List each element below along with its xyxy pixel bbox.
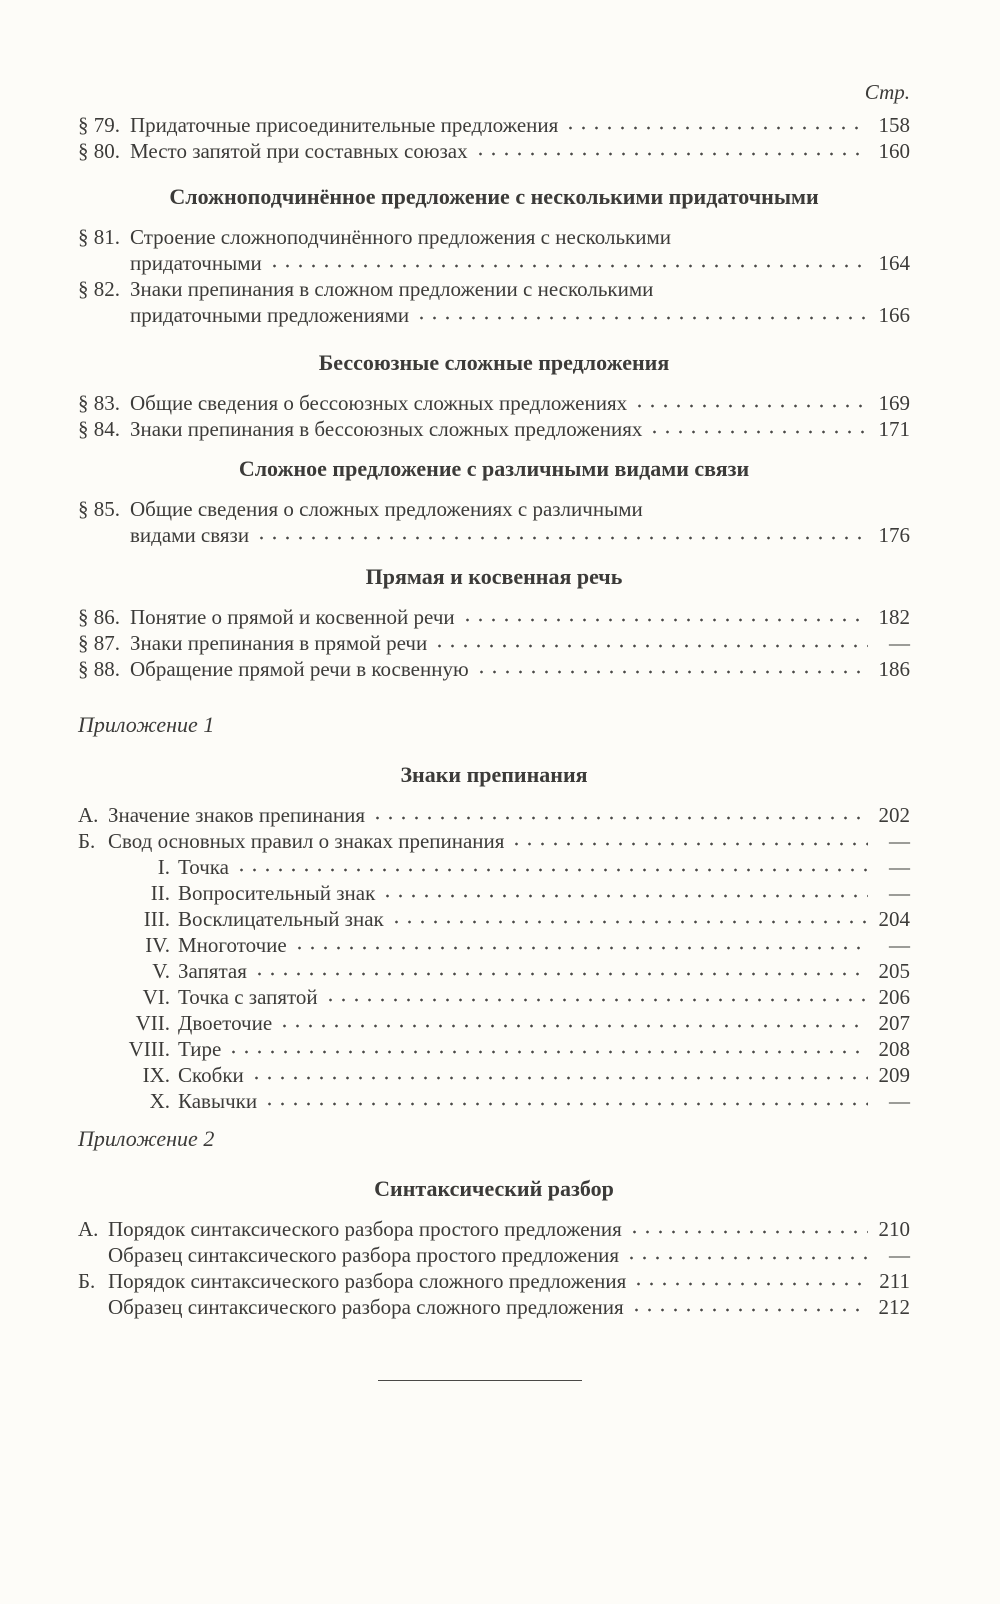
entry-page: 158 (878, 113, 910, 137)
entry-page: 212 (878, 1295, 910, 1319)
entry-page: — (889, 855, 910, 879)
entry-page: 209 (878, 1063, 910, 1087)
entry-number: § 81. (78, 225, 120, 249)
entry-number: VII. (135, 1011, 170, 1035)
entry-page: 186 (878, 657, 910, 681)
entry-title: Кавычки (178, 1089, 258, 1113)
entry-page: — (889, 1089, 910, 1113)
entry-page: 211 (879, 1269, 910, 1293)
page-column-label: Стр. (864, 80, 910, 104)
dot-leader (390, 919, 868, 925)
entry-number: § 85. (78, 497, 120, 521)
entry-title: Значение знаков препинания (108, 803, 366, 827)
dot-leader (278, 1023, 868, 1029)
dot-leader (433, 643, 868, 649)
dot-leader (564, 125, 868, 131)
entry-number: III. (143, 907, 170, 931)
toc-entry-79[interactable] (78, 112, 910, 138)
toc-entry-roman-1[interactable] (78, 854, 910, 880)
dot-leader (474, 151, 868, 157)
dot-leader (628, 1229, 868, 1235)
entry-number: § 87. (78, 631, 120, 655)
entry-number: § 86. (78, 605, 120, 629)
toc-entry-b2[interactable] (78, 1268, 910, 1294)
entry-page: 210 (878, 1217, 910, 1241)
toc-entry-roman-6[interactable] (78, 984, 910, 1010)
entry-number: Б. (78, 1269, 96, 1293)
entry-page: 202 (878, 803, 910, 827)
entry-number: А. (78, 803, 99, 827)
entry-title-line2: придаточными (130, 251, 262, 275)
entry-number: А. (78, 1217, 99, 1241)
toc-entry-a2[interactable] (78, 1216, 910, 1242)
entry-page: 208 (878, 1037, 910, 1061)
entry-title: Двоеточие (178, 1011, 273, 1035)
entry-number: VI. (142, 985, 170, 1009)
entry-number: II. (150, 881, 170, 905)
dot-leader (253, 971, 868, 977)
entry-number: § 83. (78, 391, 120, 415)
dot-leader (475, 669, 868, 675)
toc-section-2 (78, 184, 910, 328)
entry-title-line1: Строение сложноподчинённого предложения с несколькими (130, 225, 672, 249)
entry-title: Образец синтаксического разбора сложного предложения (108, 1295, 624, 1319)
entry-number: I. (157, 855, 170, 879)
entry-page: 206 (878, 985, 910, 1009)
entry-title-line2: видами связи (130, 523, 250, 547)
entry-page: 160 (878, 139, 910, 163)
entry-number: IX. (142, 1063, 170, 1087)
dot-leader (648, 429, 868, 435)
section-heading: Синтаксический разбор (374, 1176, 614, 1201)
toc-entry-86[interactable] (78, 604, 910, 630)
entry-title: Скобки (178, 1063, 244, 1087)
toc-page (78, 0, 910, 1604)
entry-page: — (889, 631, 910, 655)
dot-leader (461, 617, 868, 623)
entry-page: 166 (878, 303, 910, 327)
section-heading: Сложное предложение с различными видами связи (238, 456, 750, 481)
appendix-label: Приложение 1 (78, 712, 215, 737)
entry-page: — (889, 1243, 910, 1267)
entry-title: Придаточные присоединительные предложения (130, 113, 559, 137)
dot-leader (630, 1307, 868, 1313)
entry-page: 205 (878, 959, 910, 983)
entry-page: 171 (878, 417, 910, 441)
dot-leader (255, 535, 868, 541)
toc-section-3 (78, 350, 910, 442)
toc-entry-a2-sample[interactable] (78, 1242, 910, 1268)
entry-number: § 79. (78, 113, 120, 137)
entry-number: IV. (145, 933, 170, 957)
entry-page: 169 (878, 391, 910, 415)
entry-title: Место запятой при составных союзах (130, 139, 468, 163)
toc-entry-b2-sample[interactable] (78, 1294, 910, 1320)
entry-title-line1: Общие сведения о сложных предложениях с различными (130, 497, 643, 521)
entry-title: Свод основных правил о знаках препинания (108, 829, 505, 853)
entry-page: 204 (878, 907, 910, 931)
dot-leader (633, 403, 868, 409)
entry-title: Понятие о прямой и косвенной речи (130, 605, 455, 629)
entry-page: 176 (878, 523, 910, 547)
entry-number: § 80. (78, 139, 120, 163)
toc-entry-roman-2[interactable] (78, 880, 910, 906)
dot-leader (263, 1101, 868, 1107)
toc-entry-80[interactable] (78, 138, 910, 164)
entry-number: § 88. (78, 657, 120, 681)
toc-entry-81[interactable] (78, 224, 910, 276)
toc-entry-roman-10[interactable] (78, 1088, 910, 1114)
dot-leader (250, 1075, 868, 1081)
toc-entry-83[interactable] (78, 390, 910, 416)
dot-leader (324, 997, 868, 1003)
toc-entry-roman-5[interactable] (78, 958, 910, 984)
dot-leader (415, 315, 868, 321)
entry-page: 164 (878, 251, 910, 275)
appendix-label: Приложение 2 (78, 1126, 215, 1151)
toc-entry-b[interactable] (78, 828, 910, 854)
entry-title: Образец синтаксического разбора простого предложения (108, 1243, 620, 1267)
dot-leader (371, 815, 868, 821)
entry-page: — (889, 933, 910, 957)
entry-page: 207 (878, 1011, 910, 1035)
dot-leader (227, 1049, 868, 1055)
entry-title-line2: придаточными предложениями (130, 303, 410, 327)
entry-page: 182 (878, 605, 910, 629)
dot-leader (510, 841, 868, 847)
entry-title: Вопросительный знак (178, 881, 376, 905)
toc-section-appendix-1 (78, 712, 910, 1114)
toc-entry-roman-7[interactable] (78, 1010, 910, 1036)
toc-entry-a[interactable] (78, 802, 910, 828)
entry-title: Порядок синтаксического разбора сложного предложения (108, 1269, 627, 1293)
closing-rule (378, 1380, 582, 1381)
section-heading: Сложноподчинённое предложение с несколькими придаточными (169, 184, 819, 209)
toc-section-1 (78, 112, 910, 164)
toc-entry-85[interactable] (78, 496, 910, 548)
entry-title: Точка с запятой (178, 985, 318, 1009)
entry-title: Тире (178, 1037, 222, 1061)
entry-page: — (889, 829, 910, 853)
entry-number: V. (152, 959, 170, 983)
toc-entry-roman-4[interactable] (78, 932, 910, 958)
entry-title: Порядок синтаксического разбора простого предложения (108, 1217, 622, 1241)
dot-leader (235, 867, 868, 873)
entry-number: VIII. (128, 1037, 170, 1061)
entry-number: § 82. (78, 277, 120, 301)
toc-section-4 (78, 456, 910, 548)
section-heading: Бессоюзные сложные предложения (318, 350, 670, 375)
entry-title: Многоточие (178, 933, 287, 957)
toc-entry-88[interactable] (78, 656, 910, 682)
entry-title: Обращение прямой речи в косвенную (130, 657, 469, 681)
dot-leader (293, 945, 868, 951)
entry-number: Б. (78, 829, 96, 853)
dot-leader (381, 893, 868, 899)
toc-entry-84[interactable] (78, 416, 910, 442)
entry-title-line1: Знаки препинания в сложном предложении с несколькими (130, 277, 654, 301)
entry-number: X. (149, 1089, 170, 1113)
entry-title: Запятая (178, 959, 247, 983)
entry-title: Точка (178, 855, 229, 879)
dot-leader (625, 1255, 868, 1261)
entry-title: Знаки препинания в бессоюзных сложных предложениях (130, 417, 643, 441)
toc-entry-roman-9[interactable] (78, 1062, 910, 1088)
entry-title: Общие сведения о бессоюзных сложных предложениях (130, 391, 628, 415)
toc-entry-roman-8[interactable] (78, 1036, 910, 1062)
toc-section-appendix-2 (78, 1126, 910, 1320)
toc-section-5 (78, 564, 910, 682)
toc-entry-87[interactable] (78, 630, 910, 656)
entry-title: Восклицательный знак (178, 907, 384, 931)
section-heading: Прямая и косвенная речь (365, 564, 623, 589)
section-heading: Знаки препинания (400, 762, 588, 787)
entry-title: Знаки препинания в прямой речи (130, 631, 428, 655)
entry-page: — (889, 881, 910, 905)
dot-leader (632, 1281, 868, 1287)
dot-leader (268, 263, 868, 269)
entry-number: § 84. (78, 417, 120, 441)
toc-entry-roman-3[interactable] (78, 906, 910, 932)
toc-entry-82[interactable] (78, 276, 910, 328)
